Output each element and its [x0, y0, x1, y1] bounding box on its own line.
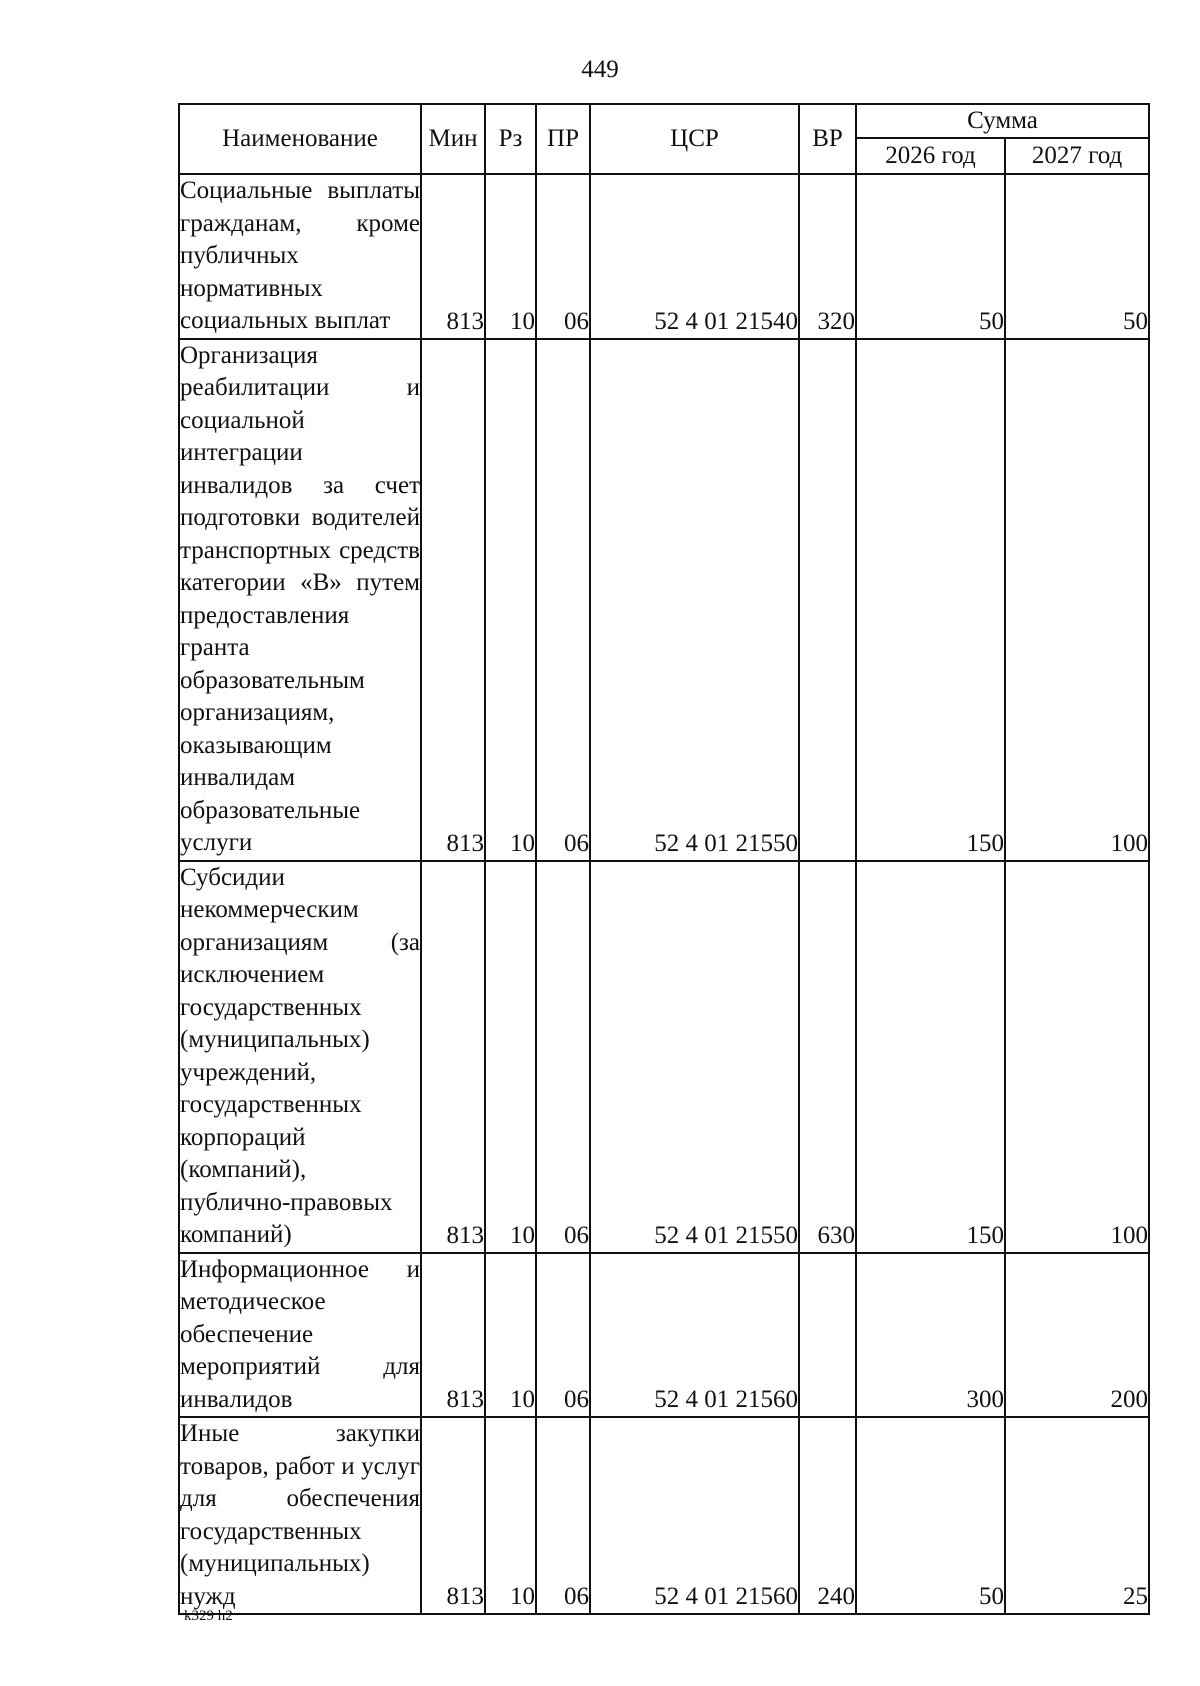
row-vr: 630: [799, 861, 856, 1253]
row-name: Информационное и методическое обеспечение мероприятий для инвалидов: [179, 1253, 421, 1418]
row-name: Субсидии некоммерческим организациям (за исключением государственных (муниципальных) учреждений, государственных корпораций (компаний), публично-правовых компаний): [179, 861, 421, 1253]
table-row: [179, 174, 1149, 339]
header-year-2027: 2027 год: [1005, 138, 1149, 174]
row-2026: 50: [856, 174, 1005, 339]
row-rz: 10: [485, 861, 536, 1253]
row-2027: 200: [1005, 1253, 1149, 1418]
table-row: [179, 1417, 1149, 1614]
footer-code: k329 h2: [184, 1608, 233, 1624]
header-pr: ПР: [536, 104, 590, 174]
row-pr: 06: [536, 174, 590, 339]
row-min: 813: [421, 339, 485, 861]
row-vr: 240: [799, 1417, 856, 1614]
header-min: Мин: [421, 104, 485, 174]
header-csr: ЦСР: [590, 104, 799, 174]
header-rz: Рз: [485, 104, 536, 174]
row-pr: 06: [536, 339, 590, 861]
row-vr: [799, 1253, 856, 1418]
row-2027: 100: [1005, 339, 1149, 861]
row-min: 813: [421, 1253, 485, 1418]
table-row: [179, 339, 1149, 861]
row-pr: 06: [536, 1253, 590, 1418]
row-name: Социальные выплаты гражданам, кроме публичных нормативных социальных выплат: [179, 174, 421, 339]
row-min: 813: [421, 861, 485, 1253]
row-pr: 06: [536, 1417, 590, 1614]
row-2027: 50: [1005, 174, 1149, 339]
row-rz: 10: [485, 1417, 536, 1614]
header-name: Наименование: [179, 104, 421, 174]
header-year-2026: 2026 год: [856, 138, 1005, 174]
row-name: Организация реабилитации и социальной интеграции инвалидов за счет подготовки водителей транспортных средств категории «В» путем предоставления гранта образовательным организациям, оказывающим инвалидам образовательные услуги: [179, 339, 421, 861]
header-row-1: [179, 104, 1149, 138]
header-vr: ВР: [799, 104, 856, 174]
page-number: 449: [581, 56, 619, 83]
row-2026: 150: [856, 861, 1005, 1253]
row-min: 813: [421, 1417, 485, 1614]
row-csr: 52 4 01 21550: [590, 861, 799, 1253]
row-csr: 52 4 01 21560: [590, 1253, 799, 1418]
row-csr: 52 4 01 21560: [590, 1417, 799, 1614]
row-2026: 150: [856, 339, 1005, 861]
table-row: [179, 861, 1149, 1253]
row-pr: 06: [536, 861, 590, 1253]
header-sum: Сумма: [856, 104, 1149, 138]
row-csr: 52 4 01 21550: [590, 339, 799, 861]
row-min: 813: [421, 174, 485, 339]
budget-table: [178, 103, 1150, 1615]
row-2027: 25: [1005, 1417, 1149, 1614]
row-2026: 50: [856, 1417, 1005, 1614]
row-2027: 100: [1005, 861, 1149, 1253]
row-vr: 320: [799, 174, 856, 339]
row-2026: 300: [856, 1253, 1005, 1418]
row-rz: 10: [485, 339, 536, 861]
table-row: [179, 1253, 1149, 1418]
row-rz: 10: [485, 174, 536, 339]
row-rz: 10: [485, 1253, 536, 1418]
row-vr: [799, 339, 856, 861]
row-name: Иные закупки товаров, работ и услуг для обеспечения государственных (муниципальных) нужд: [179, 1417, 421, 1614]
row-csr: 52 4 01 21540: [590, 174, 799, 339]
